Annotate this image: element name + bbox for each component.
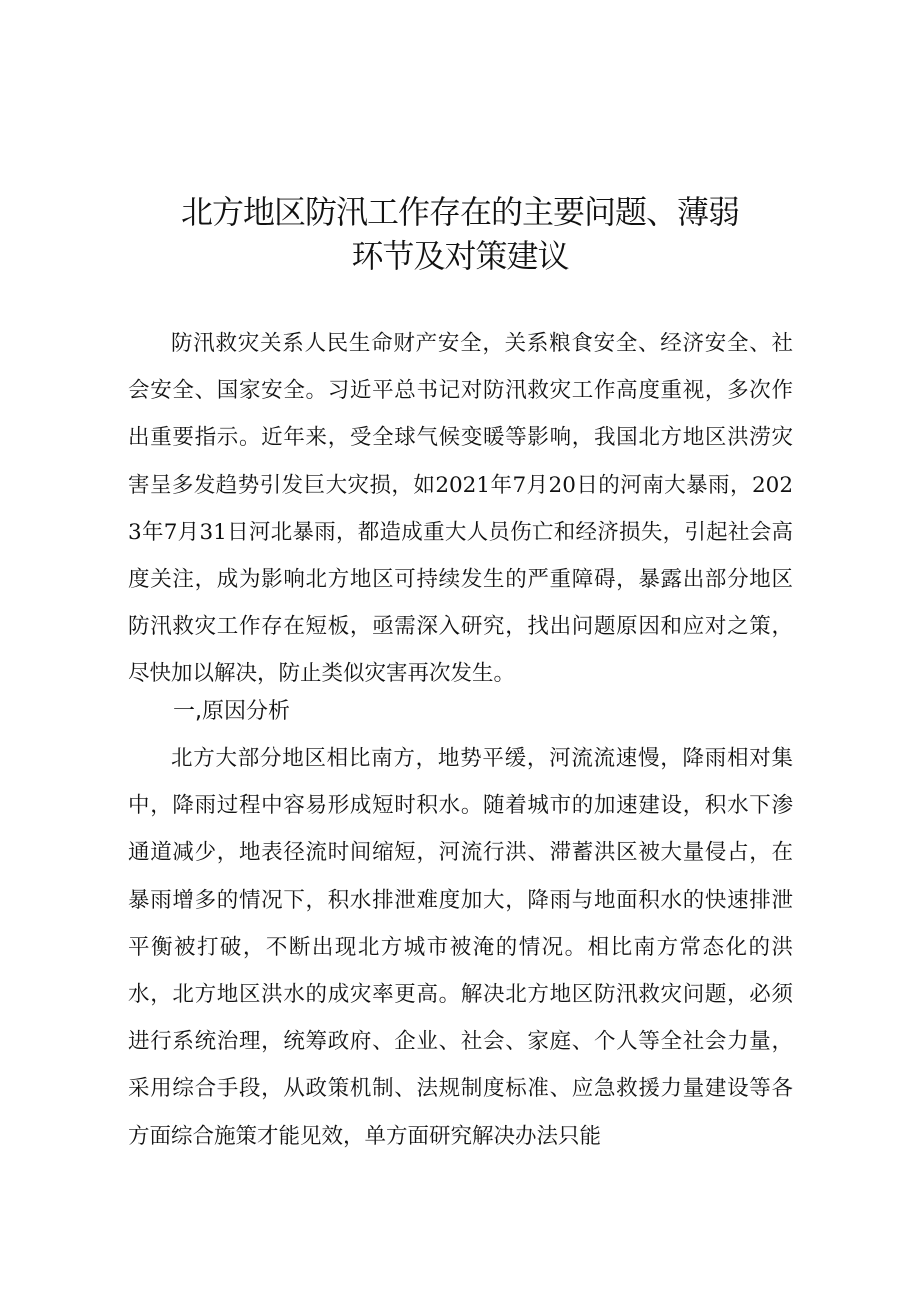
intro-paragraph: 防汛救灾关系人民生命财产安全，关系粮食安全、经济安全、社会安全、国家安全。习近平总书记对防汛救灾工作高度重视，多次作出重要指示。近年来，受全球气候变暖等影响，我国北方地区洪涝灾害呈多发趋势引发巨大灾损，如2021年7月20日的河南大暴雨，2023年7月31日河北暴雨，都造成重大人员伤亡和经济损失，引起社会高度关注，成为影响北方地区可持续发生的严重障碍，暴露出部分地区防汛救灾工作存在短板，亟需深入研究，找出问题原因和应对之策，尽快加以解决，防止类似灾害再次发生。 <box>128 331 793 687</box>
title-line-2: 环节及对策建议 <box>351 237 569 275</box>
section-heading-cause-analysis: 一,原因分析 <box>173 699 290 724</box>
title-line-1: 北方地区防汛工作存在的主要问题、薄弱 <box>180 193 739 231</box>
cause-analysis-paragraph: 北方大部分地区相比南方，地势平缓，河流流速慢，降雨相对集中，降雨过程中容易形成短时积水。随着城市的加速建设，积水下渗通道减少，地表径流时间缩短，河流行洪、滞蓄洪区被大量侵占，在暴雨增多的情况下，积水排泄难度加大，降雨与地面积水的快速排泄平衡被打破，不断出现北方城市被淹的情况。相比南方常态化的洪水，北方地区洪水的成灾率更高。解决北方地区防汛救灾问题，必须进行系统治理，统筹政府、企业、社会、家庭、个人等全社会力量，采用综合手段，从政策机制、法规制度标准、应急救援力量建设等各方面综合施策才能见效，单方面研究解决办法只能 <box>128 746 793 1149</box>
document-title <box>100 190 820 278</box>
